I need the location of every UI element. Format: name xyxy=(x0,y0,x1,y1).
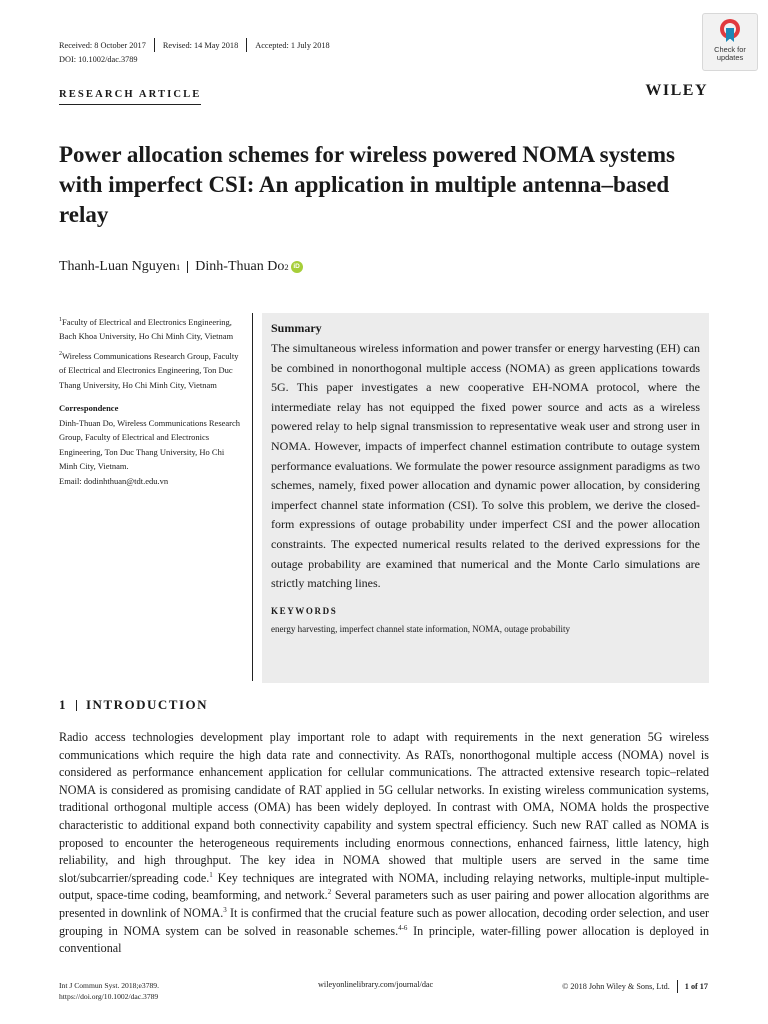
divider xyxy=(187,261,188,273)
text-run: Key techniques are integrated with NOMA, including relaying networks, multiple-input multiple-output, space-time coding, beamforming, and network. xyxy=(59,870,709,903)
keywords-list: energy harvesting, imperfect channel state information, NOMA, outage probability xyxy=(271,623,570,634)
abstract-title: Summary xyxy=(271,321,322,335)
doi-link[interactable]: https://doi.org/10.1002/dac.3789 xyxy=(59,992,159,1001)
author-sup: 2 xyxy=(284,262,289,272)
affiliation xyxy=(59,347,244,392)
paper-title: Power allocation schemes for wireless powered NOMA systems with imperfect CSI: An application in multiple antenna–based relay xyxy=(59,142,676,227)
footer-right xyxy=(562,980,708,993)
author-list xyxy=(59,259,303,275)
citation[interactable]: 4-6 xyxy=(398,923,408,932)
correspondence-text: Dinh-Thuan Do, Wireless Communications Research Group, Faculty of Electrical and Electronics Engineering, Ton Duc Thang University, Ho Chi Minh City, Vietnam. xyxy=(59,417,241,472)
section-number: 1 xyxy=(59,697,67,712)
correspondence-email[interactable]: Email: dodinhthuan@tdt.edu.vn xyxy=(59,475,169,486)
text-run: In principle, water-filling power allocation is deployed in conventional xyxy=(59,923,709,956)
orcid-icon[interactable]: iD xyxy=(291,261,303,273)
author-name[interactable]: Thanh-Luan Nguyen xyxy=(59,259,177,274)
keywords-title: KEYWORDS xyxy=(271,605,338,616)
footer-citation xyxy=(59,980,159,1002)
updates-label: updates xyxy=(716,53,744,62)
affiliation-sup: 2 xyxy=(59,350,62,357)
section-title: INTRODUCTION xyxy=(86,697,209,712)
copyright: © 2018 John Wiley & Sons, Ltd. xyxy=(562,982,670,991)
doi: DOI: 10.1002/dac.3789 xyxy=(59,55,138,64)
affiliations-column xyxy=(59,313,244,488)
article-type: RESEARCH ARTICLE xyxy=(59,89,201,105)
author-sup: 1 xyxy=(176,262,181,272)
citation[interactable]: 3 xyxy=(223,905,227,914)
check-for-label: Check for xyxy=(714,45,746,54)
affiliation xyxy=(59,313,244,344)
divider xyxy=(677,980,678,993)
text-run: Radio access technologies development play important role to adapt with requirements in the next generation 5G wireless communications which require the high data rate and connectivity. As RATs, nonorthogonal multiple access (NOMA) novel is considered as performance enhancement application for cellular communications. The attracted extensive research topic–related NOMA is considered as promising candidate of RAT applied in 5G cellular networks. In existing wireless communication systems, traditional orthogonal multiple access (OMA) has been widely deployed. In contrast with OMA, NOMA holds the prospective characteristic to additional expand both connectivity capability and system spectral efficiency. Such new RAT called as NOMA is proposed to encounter the heterogeneous requirements including enormous connections, enhanced fairness, little latency, high reliability, and high throughput. The key idea in NOMA showed that multiple users are served in the same time slot/subcarrier/spreading code. xyxy=(59,730,709,885)
introduction-text xyxy=(59,729,709,958)
article-history xyxy=(59,38,330,52)
received-date: Received: 8 October 2017 xyxy=(59,40,146,50)
divider xyxy=(76,700,77,711)
accepted-date: Accepted: 1 July 2018 xyxy=(255,40,330,50)
revised-date: Revised: 14 May 2018 xyxy=(162,40,239,50)
divider xyxy=(154,38,155,52)
citation[interactable]: 1 xyxy=(209,870,213,879)
divider xyxy=(246,38,247,52)
journal-citation: Int J Commun Syst. 2018;e3789. xyxy=(59,981,159,990)
affiliation-text: Wireless Communications Research Group, Faculty of Electrical and Electronics Engineering, Ton Duc Thang University, Ho Chi Minh City, Vietnam xyxy=(59,350,239,390)
publisher-logo: WILEY xyxy=(645,82,708,99)
affiliation-sup: 1 xyxy=(59,317,62,323)
section-heading xyxy=(59,697,208,713)
author-name[interactable]: Dinh-Thuan Do xyxy=(195,259,285,274)
text-run: It is confirmed that the crucial feature such as power allocation, decoding order selection, and user grouping in NOMA system can be solved in reasonable schemes. xyxy=(59,905,709,938)
affiliation-text: Faculty of Electrical and Electronics Engineering, Bach Khoa University, Ho Chi Minh City, Vietnam xyxy=(59,316,234,342)
page-number: 1 of 17 xyxy=(684,982,708,991)
bookmark-icon xyxy=(718,18,742,46)
text-run: Several parameters such as user pairing and power allocation algorithms are presented in downlink of NOMA. xyxy=(59,888,710,920)
abstract-box xyxy=(262,313,709,683)
column-divider xyxy=(252,313,253,681)
journal-site-link[interactable]: wileyonlinelibrary.com/journal/dac xyxy=(318,980,434,989)
abstract-text: The simultaneous wireless information and power transfer or energy harvesting (EH) can be combined in nonorthogonal multiple access (NOMA) as green applications towards 5G. This paper investigates a new cooperative EH-NOMA protocol, where the intermediate relay has not equipped the fixed power source and acts as a wireless powered relay to help signal transmission to representative weak user and strong user in NOMA. However, impacts of imperfect channel estimation contribute to outage system performance evaluations. We formulate the power resource assignment paradigms as two schemes, namely, fixed power allocation and dynamic power allocation, by considering imperfect channel state information (CSI). To solve this problem, we derive the closed-form expressions of outage probability under imperfect CSI and the power allocation constraints. The expected numerical results related to the derived expressions for the outage probability are examined that numerical and the Monte Carlo simulations are strictly matching lines. xyxy=(271,341,700,591)
correspondence-title: Correspondence xyxy=(59,403,119,414)
paragraph xyxy=(59,729,709,958)
check-for-updates-button[interactable] xyxy=(702,13,758,71)
citation[interactable]: 2 xyxy=(327,888,332,897)
